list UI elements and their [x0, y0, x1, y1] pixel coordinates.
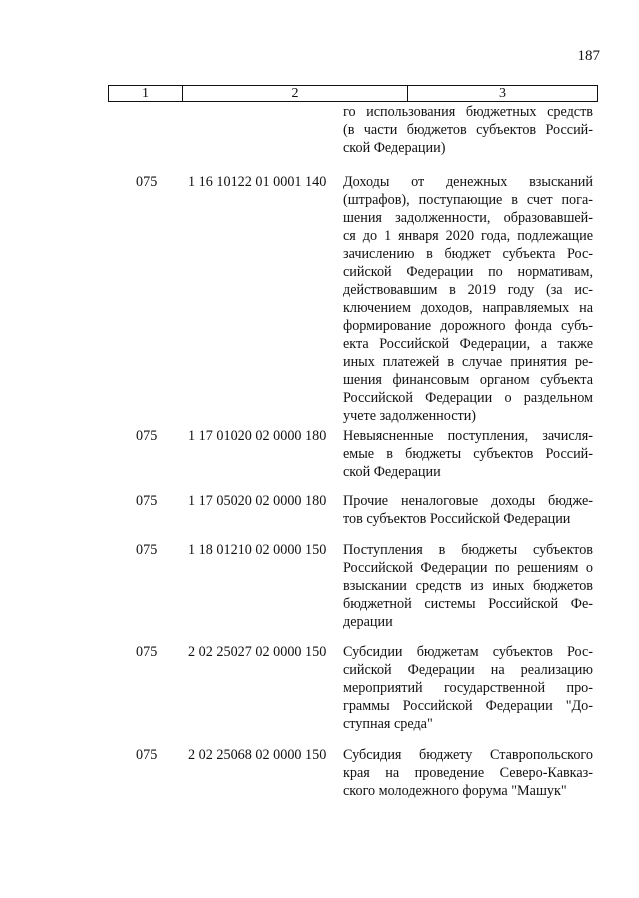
page-number: 187: [577, 48, 600, 64]
description-line: зачислению в бюджет субъекта Рос-: [343, 246, 593, 262]
header-col-2: 2: [183, 86, 408, 101]
budget-classification-code: 1 16 10122 01 0001 140: [188, 174, 327, 190]
description-line: Российской Федерации о раздельном: [343, 390, 593, 406]
budget-classification-code: 1 17 01020 02 0000 180: [188, 428, 327, 444]
description-line: (в части бюджетов субъектов Россий-: [343, 122, 593, 138]
description-line: ключением доходов, направляемых на: [343, 300, 593, 316]
description-line: сийской Федерации на реализацию: [343, 662, 593, 678]
description-line: емые в бюджеты субъектов Россий-: [343, 446, 593, 462]
description-line: екта Российской Федерации, а также: [343, 336, 593, 352]
admin-code: 075: [136, 428, 158, 444]
description-line: (штрафов), поступающие в счет пога-: [343, 192, 593, 208]
admin-code: 075: [136, 747, 158, 763]
description-line: граммы Российской Федерации "До-: [343, 698, 593, 714]
income-description: [343, 746, 593, 800]
description-line: бюджетной системы Российской Фе-: [343, 596, 593, 612]
budget-classification-code: 2 02 25027 02 0000 150: [188, 644, 327, 660]
description-line: дерации: [343, 614, 393, 630]
description-line: учете задолженности): [343, 408, 477, 424]
description-line: Субсидии бюджетам субъектов Рос-: [343, 644, 593, 660]
description-line: взыскании средств из иных бюджетов: [343, 578, 593, 594]
header-col-3: 3: [499, 86, 506, 101]
admin-code: 075: [136, 174, 158, 190]
description-line: Поступления в бюджеты субъектов: [343, 542, 593, 558]
description-line: Доходы от денежных взысканий: [343, 174, 593, 190]
description-line: ся до 1 января 2020 года, подлежащие: [343, 228, 593, 244]
admin-code: 075: [136, 644, 158, 660]
table-header: [108, 85, 598, 102]
income-description: [343, 541, 593, 631]
description-line: иных платежей в случае принятия ре-: [343, 354, 593, 370]
admin-code: 075: [136, 493, 158, 509]
income-description: [343, 643, 593, 733]
continued-description: [343, 103, 593, 157]
income-description: [343, 173, 593, 425]
description-line: ского молодежного форума "Машук": [343, 783, 567, 799]
description-line: Прочие неналоговые доходы бюдже-: [343, 493, 593, 509]
description-line: сийской Федерации по нормативам,: [343, 264, 593, 280]
description-line: формирование дорожного фонда субъ-: [343, 318, 593, 334]
income-description: [343, 427, 593, 481]
description-line: го использования бюджетных средств: [343, 104, 593, 120]
description-line: мероприятий государственной про-: [343, 680, 593, 696]
description-line: края на проведение Северо-Кавказ-: [343, 765, 593, 781]
income-description: [343, 492, 593, 528]
description-line: ской Федерации: [343, 464, 441, 480]
description-line: шения задолженности, образовавшей-: [343, 210, 593, 226]
budget-classification-code: 1 17 05020 02 0000 180: [188, 493, 327, 509]
header-col-1: 1: [109, 86, 183, 101]
description-line: ской Федерации): [343, 140, 446, 156]
description-line: Российской Федерации по решениям о: [343, 560, 593, 576]
description-line: Невыясненные поступления, зачисля-: [343, 428, 593, 444]
description-line: Субсидия бюджету Ставропольского: [343, 747, 593, 763]
description-line: действовавшим в 2019 году (за ис-: [343, 282, 593, 298]
description-line: ступная среда": [343, 716, 433, 732]
budget-classification-code: 2 02 25068 02 0000 150: [188, 747, 327, 763]
budget-classification-code: 1 18 01210 02 0000 150: [188, 542, 327, 558]
description-line: шения финансовым органом субъекта: [343, 372, 593, 388]
admin-code: 075: [136, 542, 158, 558]
description-line: тов субъектов Российской Федерации: [343, 511, 571, 527]
